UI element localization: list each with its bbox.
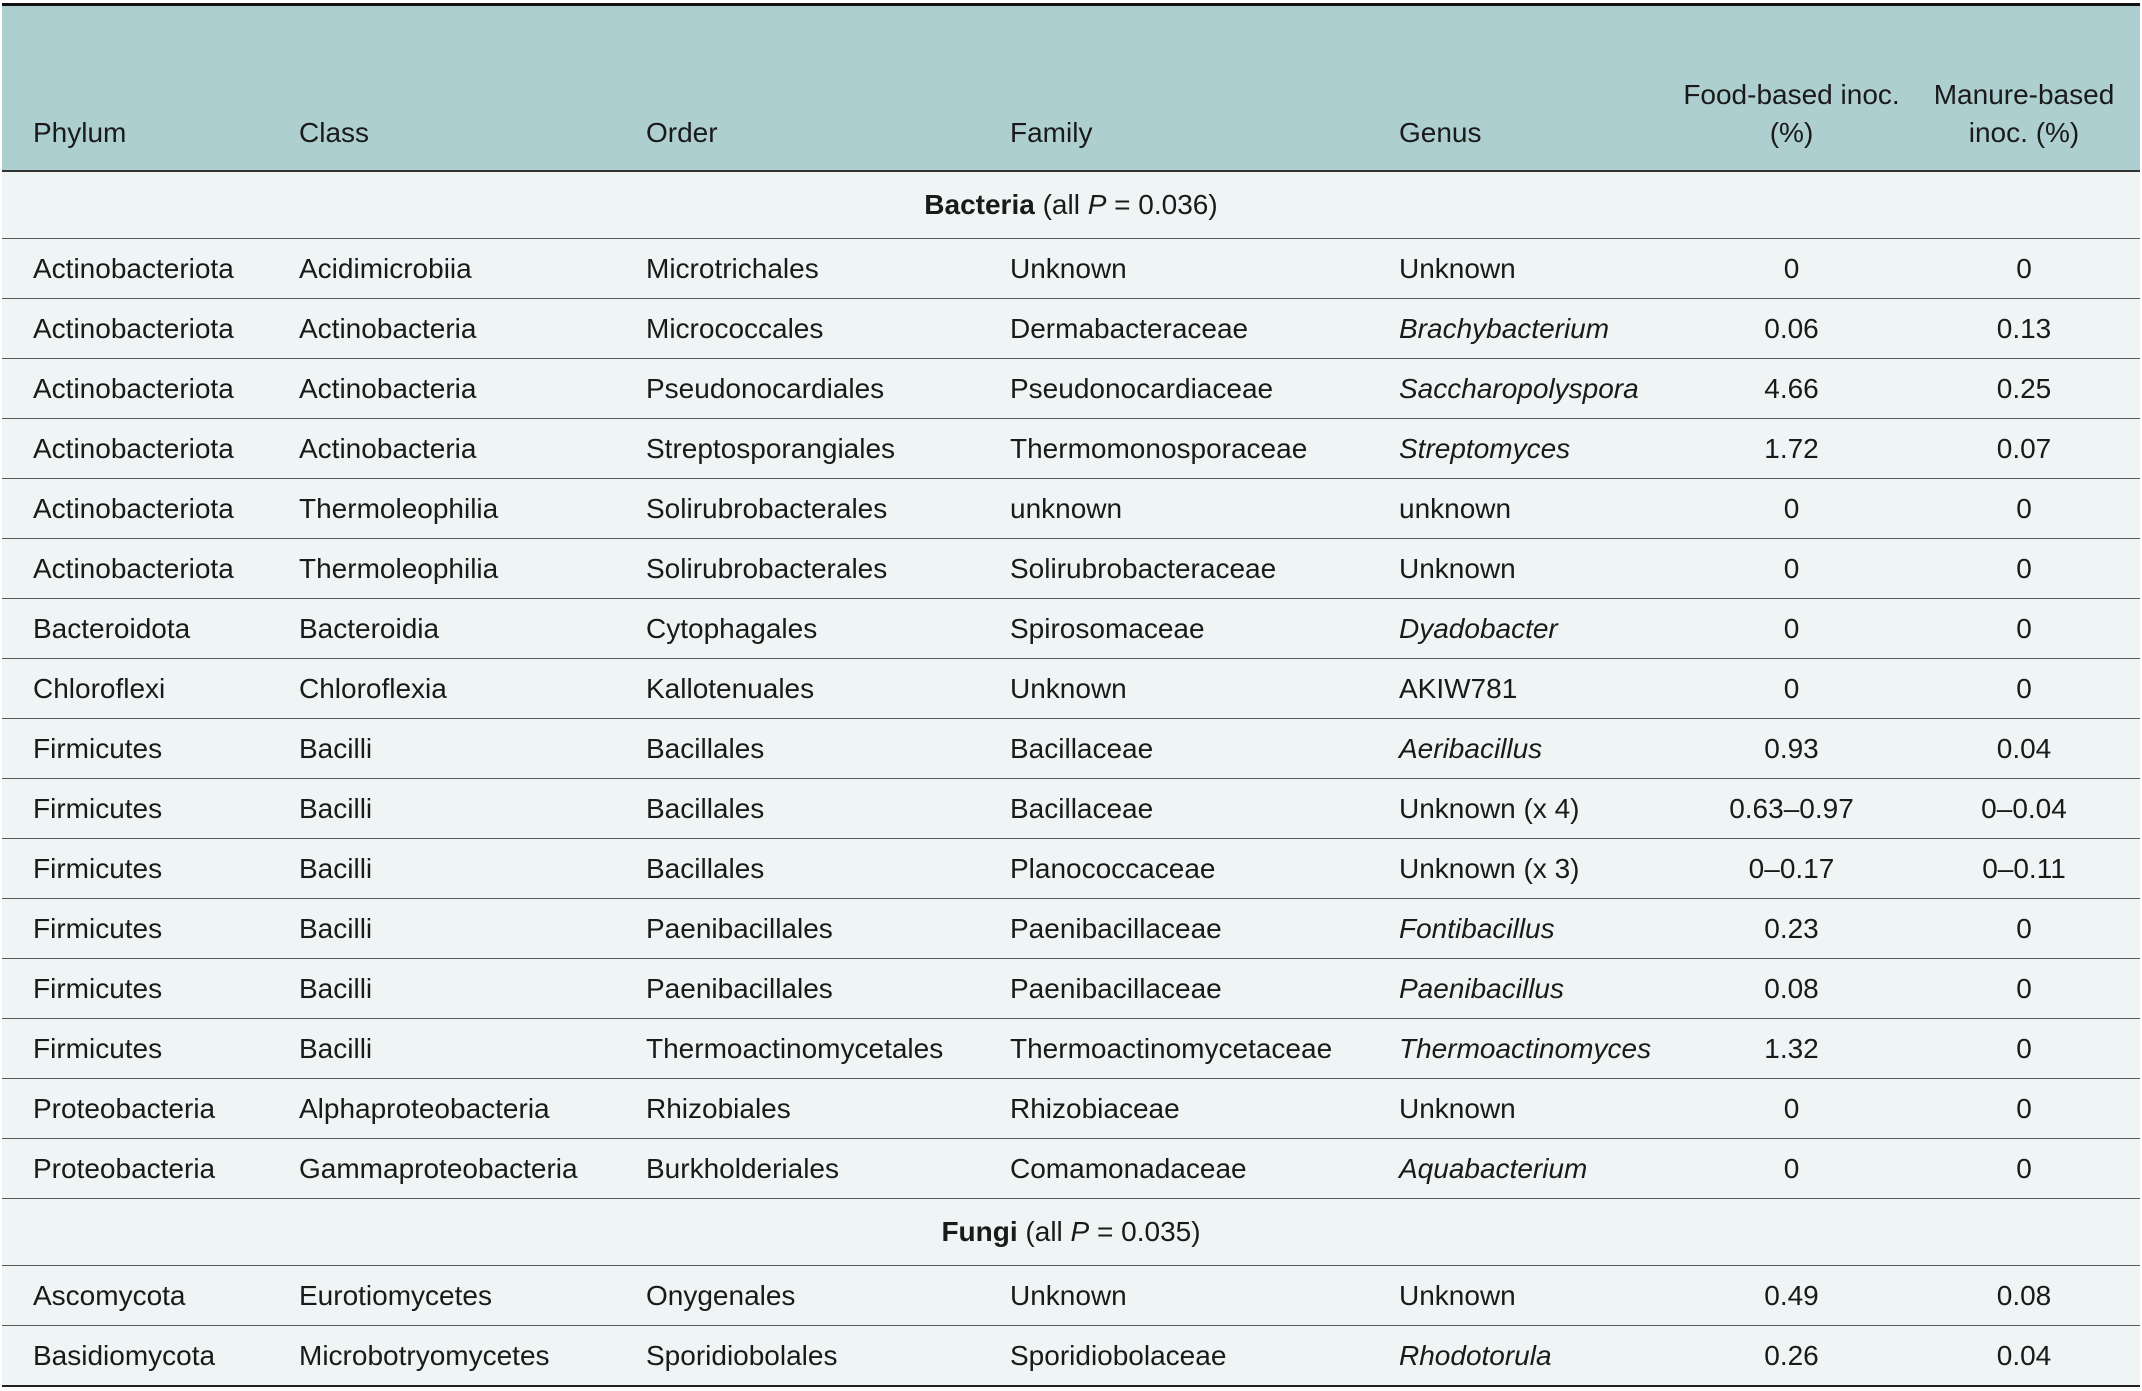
cell-manure: 0 (1908, 599, 2140, 659)
cell-manure: 0 (1908, 539, 2140, 599)
cell-genus: Fontibacillus (1368, 899, 1675, 959)
cell-food: 0.23 (1675, 899, 1908, 959)
cell-manure: 0 (1908, 1139, 2140, 1199)
cell-family: Unknown (979, 239, 1368, 299)
cell-order: Bacillales (615, 839, 979, 899)
cell-genus: Unknown (1368, 1079, 1675, 1139)
cell-manure: 0–0.04 (1908, 779, 2140, 839)
cell-family: Rhizobiaceae (979, 1079, 1368, 1139)
cell-order: Bacillales (615, 719, 979, 779)
section-stat-p: P (1087, 189, 1107, 220)
cell-genus: Unknown (x 4) (1368, 779, 1675, 839)
cell-manure: 0.04 (1908, 719, 2140, 779)
cell-food: 0 (1675, 539, 1908, 599)
cell-genus: Thermoactinomyces (1368, 1019, 1675, 1079)
header-order: Order (615, 5, 979, 172)
cell-order: Onygenales (615, 1266, 979, 1326)
cell-order: Sporidiobolales (615, 1326, 979, 1387)
cell-order: Kallotenuales (615, 659, 979, 719)
table-row (2, 1326, 2140, 1387)
cell-family: Paenibacillaceae (979, 959, 1368, 1019)
cell-genus: Unknown (x 3) (1368, 839, 1675, 899)
cell-manure: 0.25 (1908, 359, 2140, 419)
cell-family: Unknown (979, 659, 1368, 719)
cell-order: Thermoactinomycetales (615, 1019, 979, 1079)
cell-food: 0.26 (1675, 1326, 1908, 1387)
cell-phylum: Firmicutes (2, 839, 268, 899)
cell-order: Rhizobiales (615, 1079, 979, 1139)
table-row (2, 659, 2140, 719)
cell-phylum: Actinobacteriota (2, 539, 268, 599)
cell-food: 0.06 (1675, 299, 1908, 359)
cell-class: Thermoleophilia (268, 479, 615, 539)
table-row (2, 779, 2140, 839)
cell-manure: 0.13 (1908, 299, 2140, 359)
header-food-based: Food-based inoc. (%) (1675, 5, 1908, 172)
cell-class: Actinobacteria (268, 299, 615, 359)
cell-class: Bacilli (268, 839, 615, 899)
cell-food: 1.32 (1675, 1019, 1908, 1079)
cell-food: 0.63–0.97 (1675, 779, 1908, 839)
cell-order: Paenibacillales (615, 899, 979, 959)
cell-genus: Dyadobacter (1368, 599, 1675, 659)
table-row (2, 419, 2140, 479)
cell-food: 0 (1675, 239, 1908, 299)
cell-food: 0.93 (1675, 719, 1908, 779)
section-stat-prefix: (all (1034, 189, 1088, 220)
header-genus: Genus (1368, 5, 1675, 172)
cell-order: Solirubrobacterales (615, 539, 979, 599)
taxa-table-container (2, 3, 2140, 1387)
cell-manure: 0 (1908, 1079, 2140, 1139)
cell-class: Alphaproteobacteria (268, 1079, 615, 1139)
cell-food: 0 (1675, 479, 1908, 539)
cell-genus: unknown (1368, 479, 1675, 539)
cell-food: 0 (1675, 1139, 1908, 1199)
cell-family: Planococcaceae (979, 839, 1368, 899)
cell-manure: 0 (1908, 239, 2140, 299)
table-row (2, 1019, 2140, 1079)
cell-order: Bacillales (615, 779, 979, 839)
section-stat-suffix: = 0.035) (1089, 1216, 1201, 1247)
table-row (2, 539, 2140, 599)
cell-order: Burkholderiales (615, 1139, 979, 1199)
cell-class: Thermoleophilia (268, 539, 615, 599)
table-row (2, 1266, 2140, 1326)
cell-phylum: Bacteroidota (2, 599, 268, 659)
cell-phylum: Ascomycota (2, 1266, 268, 1326)
cell-class: Bacilli (268, 719, 615, 779)
cell-genus: Brachybacterium (1368, 299, 1675, 359)
cell-order: Cytophagales (615, 599, 979, 659)
cell-family: Comamonadaceae (979, 1139, 1368, 1199)
cell-manure: 0.08 (1908, 1266, 2140, 1326)
cell-genus: AKIW781 (1368, 659, 1675, 719)
table-row (2, 479, 2140, 539)
cell-phylum: Chloroflexi (2, 659, 268, 719)
cell-manure: 0–0.11 (1908, 839, 2140, 899)
header-row (2, 5, 2140, 172)
cell-class: Bacilli (268, 1019, 615, 1079)
section-stat-prefix: (all (1017, 1216, 1071, 1247)
cell-phylum: Firmicutes (2, 959, 268, 1019)
table-row (2, 239, 2140, 299)
section-name: Bacteria (924, 189, 1035, 220)
cell-family: Sporidiobolaceae (979, 1326, 1368, 1387)
cell-class: Actinobacteria (268, 359, 615, 419)
cell-genus: Aquabacterium (1368, 1139, 1675, 1199)
cell-food: 0.08 (1675, 959, 1908, 1019)
cell-manure: 0.04 (1908, 1326, 2140, 1387)
section-stat-p: P (1070, 1216, 1090, 1247)
cell-phylum: Firmicutes (2, 899, 268, 959)
cell-family: Dermabacteraceae (979, 299, 1368, 359)
table-row (2, 1139, 2140, 1199)
cell-phylum: Actinobacteriota (2, 479, 268, 539)
cell-order: Paenibacillales (615, 959, 979, 1019)
cell-phylum: Actinobacteriota (2, 359, 268, 419)
cell-phylum: Proteobacteria (2, 1079, 268, 1139)
cell-order: Microtrichales (615, 239, 979, 299)
cell-phylum: Firmicutes (2, 719, 268, 779)
cell-family: Bacillaceae (979, 719, 1368, 779)
cell-order: Streptosporangiales (615, 419, 979, 479)
cell-family: Pseudonocardiaceae (979, 359, 1368, 419)
cell-class: Microbotryomycetes (268, 1326, 615, 1387)
cell-class: Bacilli (268, 899, 615, 959)
cell-phylum: Basidiomycota (2, 1326, 268, 1387)
cell-food: 0.49 (1675, 1266, 1908, 1326)
section-heading (2, 1199, 2140, 1266)
cell-manure: 0 (1908, 959, 2140, 1019)
cell-genus: Rhodotorula (1368, 1326, 1675, 1387)
cell-food: 4.66 (1675, 359, 1908, 419)
table-row (2, 599, 2140, 659)
cell-order: Micrococcales (615, 299, 979, 359)
section-stat-suffix: = 0.036) (1106, 189, 1218, 220)
section-name: Fungi (941, 1216, 1018, 1247)
cell-manure: 0 (1908, 1019, 2140, 1079)
cell-manure: 0 (1908, 899, 2140, 959)
cell-order: Solirubrobacterales (615, 479, 979, 539)
cell-phylum: Actinobacteriota (2, 299, 268, 359)
cell-phylum: Actinobacteriota (2, 419, 268, 479)
table-row (2, 1079, 2140, 1139)
cell-phylum: Firmicutes (2, 779, 268, 839)
cell-class: Chloroflexia (268, 659, 615, 719)
cell-class: Acidimicrobiia (268, 239, 615, 299)
cell-family: Solirubrobacteraceae (979, 539, 1368, 599)
table-row (2, 959, 2140, 1019)
table-row (2, 719, 2140, 779)
cell-manure: 0 (1908, 659, 2140, 719)
table-row (2, 899, 2140, 959)
cell-genus: Unknown (1368, 539, 1675, 599)
cell-family: Paenibacillaceae (979, 899, 1368, 959)
cell-food: 0–0.17 (1675, 839, 1908, 899)
cell-food: 0 (1675, 1079, 1908, 1139)
cell-family: Thermomonosporaceae (979, 419, 1368, 479)
cell-order: Pseudonocardiales (615, 359, 979, 419)
cell-genus: Unknown (1368, 239, 1675, 299)
cell-class: Gammaproteobacteria (268, 1139, 615, 1199)
cell-food: 1.72 (1675, 419, 1908, 479)
cell-food: 0 (1675, 599, 1908, 659)
header-manure-based: Manure-based inoc. (%) (1908, 5, 2140, 172)
table-row (2, 839, 2140, 899)
cell-phylum: Proteobacteria (2, 1139, 268, 1199)
cell-family: Unknown (979, 1266, 1368, 1326)
cell-class: Bacilli (268, 959, 615, 1019)
cell-class: Eurotiomycetes (268, 1266, 615, 1326)
cell-class: Actinobacteria (268, 419, 615, 479)
header-phylum: Phylum (2, 5, 268, 172)
taxa-table (2, 3, 2140, 1387)
cell-class: Bacteroidia (268, 599, 615, 659)
cell-family: Bacillaceae (979, 779, 1368, 839)
cell-phylum: Firmicutes (2, 1019, 268, 1079)
cell-genus: Saccharopolyspora (1368, 359, 1675, 419)
cell-manure: 0.07 (1908, 419, 2140, 479)
section-row-fungi (2, 1199, 2140, 1266)
cell-family: unknown (979, 479, 1368, 539)
cell-genus: Streptomyces (1368, 419, 1675, 479)
table-body (2, 171, 2140, 1386)
cell-genus: Paenibacillus (1368, 959, 1675, 1019)
cell-genus: Aeribacillus (1368, 719, 1675, 779)
header-class: Class (268, 5, 615, 172)
table-row (2, 359, 2140, 419)
cell-manure: 0 (1908, 479, 2140, 539)
cell-class: Bacilli (268, 779, 615, 839)
section-row-bacteria (2, 171, 2140, 239)
cell-genus: Unknown (1368, 1266, 1675, 1326)
table-header (2, 5, 2140, 172)
cell-family: Thermoactinomycetaceae (979, 1019, 1368, 1079)
section-heading (2, 171, 2140, 239)
header-family: Family (979, 5, 1368, 172)
cell-family: Spirosomaceae (979, 599, 1368, 659)
cell-food: 0 (1675, 659, 1908, 719)
table-row (2, 299, 2140, 359)
cell-phylum: Actinobacteriota (2, 239, 268, 299)
